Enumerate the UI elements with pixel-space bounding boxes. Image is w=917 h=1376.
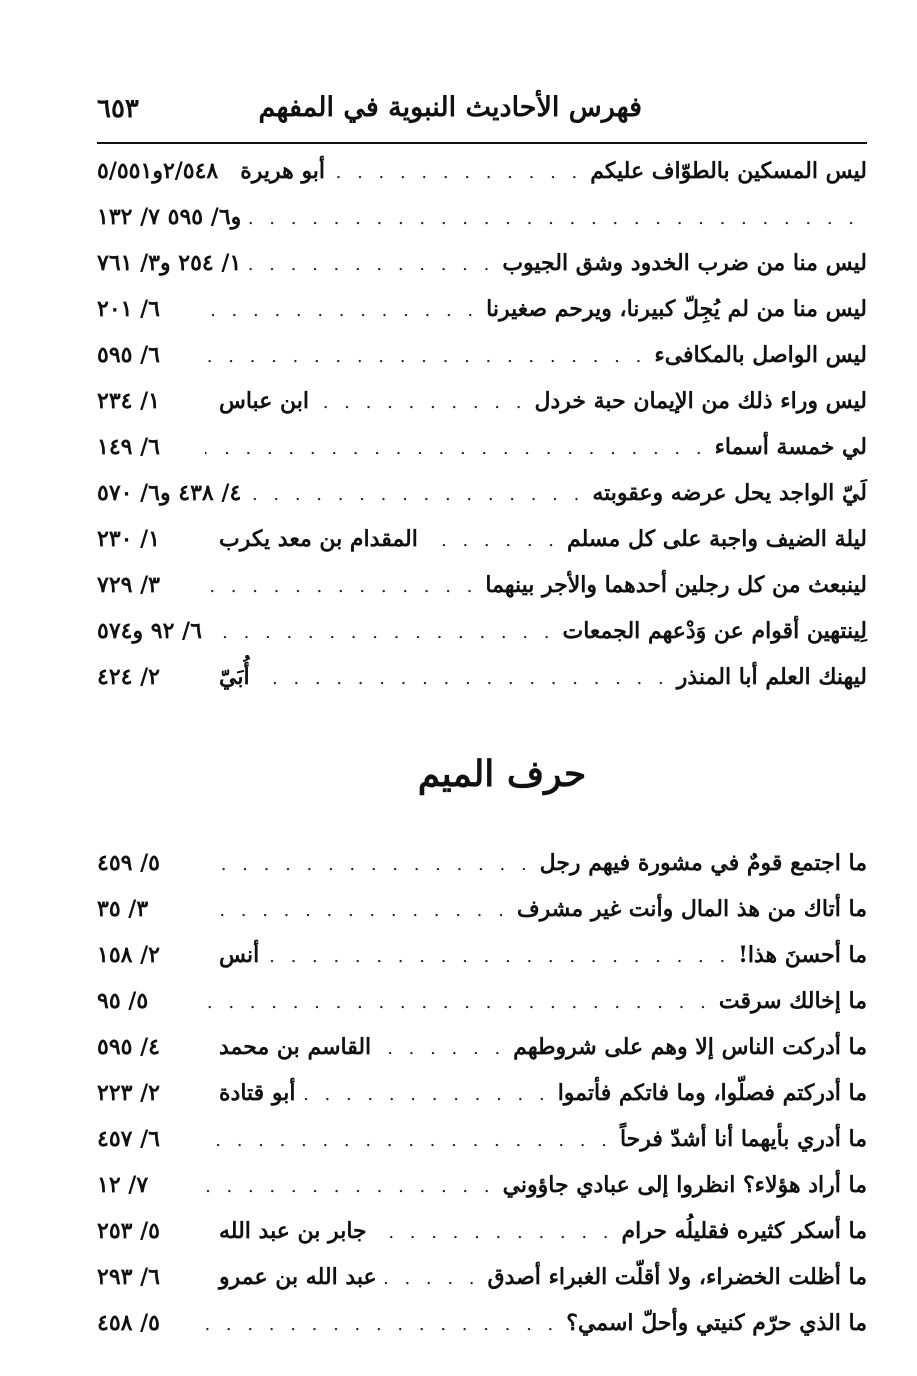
hadith-text: ليس الواصل بالمكافىء	[654, 342, 867, 368]
leader-dots	[303, 1072, 549, 1118]
volume-page-ref: و٦/ ٥٩٥ ٧/ ١٣٢	[97, 204, 242, 230]
hadith-text: ما اجتمع قومٌ في مشورة فيهم رجل	[539, 850, 867, 876]
volume-page-ref: ٦/ ١٤٩	[97, 434, 160, 460]
volume-page-ref: ٥/ ٩٥	[97, 988, 149, 1014]
leader-dots	[426, 518, 559, 564]
hadith-text: ليس وراء ذلك من الإيمان حبة خردل	[534, 388, 867, 414]
volume-page-ref: ١/ ٢٣٤	[97, 388, 160, 414]
hadith-text: ليهنك العلم أبا المنذر	[676, 664, 867, 690]
leader-dots	[205, 1164, 495, 1210]
narrator: أنس	[219, 942, 260, 968]
page-number: ٦٥٣	[97, 94, 139, 124]
leader-dots	[249, 472, 584, 518]
narrator: أُبَيّ	[219, 664, 250, 690]
volume-page-ref: ٦/ ٢٠١	[97, 296, 160, 322]
leader-dots	[249, 196, 859, 242]
hadith-text: ليس المسكين بالطوّاف عليكم	[590, 158, 867, 184]
hadith-text: لي خمسة أسماء	[714, 434, 867, 460]
hadith-text: لينبعث من كل رجلين أحدهما والأجر بينهما	[485, 572, 867, 598]
hadith-text: ما أتاك من هذ المال وأنت غير مشرف	[516, 896, 867, 922]
leader-dots	[317, 380, 526, 426]
hadith-text: ما أحسنَ هذا!	[738, 942, 867, 968]
leader-dots	[205, 564, 477, 610]
volume-page-ref: ٤/ ٥٩٥	[97, 1034, 160, 1060]
hadith-text: ليلة الضيف واجبة على كل مسلم	[566, 526, 867, 552]
leader-dots	[205, 1302, 558, 1348]
leader-dots	[205, 842, 532, 888]
section-heading: حرف الميم	[417, 753, 587, 795]
volume-page-ref: ٢/ ١٥٨	[97, 942, 160, 968]
leader-dots	[267, 934, 730, 980]
leader-dots	[205, 426, 707, 472]
index-entry	[97, 332, 867, 378]
volume-page-ref: ٥/ ٤٥٨	[97, 1310, 160, 1336]
leader-dots	[379, 1026, 505, 1072]
volume-page-ref: ٦/ ٥٩٥	[97, 342, 160, 368]
index-entry	[97, 424, 867, 470]
hadith-text: ليس منا من ضرب الخدود وشق الجيوب	[502, 250, 867, 276]
narrator: أبو هريرة	[240, 158, 326, 184]
hadith-text: لَيّ الواجد يحل عرضه وعقوبته	[592, 480, 867, 506]
index-entry	[97, 1162, 867, 1208]
narrator: جابر بن عبد الله	[219, 1218, 367, 1244]
leader-dots	[333, 150, 582, 196]
volume-page-ref: ١/ ٢٣٠	[97, 526, 160, 552]
header-rule	[97, 142, 867, 144]
narrator: أبو قتادة	[219, 1080, 296, 1106]
hadith-text: ما أسكر كثيره فقليلُه حرام	[621, 1218, 867, 1244]
hadith-text: ما إخالك سرقت	[718, 988, 867, 1014]
index-entry	[97, 1024, 867, 1070]
index-entry	[97, 194, 867, 240]
volume-page-ref: ٣/ ٣٥	[97, 896, 149, 922]
index-page	[97, 92, 867, 1346]
index-entry	[97, 516, 867, 562]
entries-bottom	[97, 840, 867, 1346]
entries-top	[97, 148, 867, 700]
narrator: ابن عباس	[219, 388, 309, 414]
index-entry	[97, 240, 867, 286]
index-entry	[97, 470, 867, 516]
hadith-text: ما أراد هؤلاء؟ انظروا إلى عبادي جاؤوني	[502, 1172, 867, 1198]
index-entry	[97, 1070, 867, 1116]
leader-dots	[210, 610, 555, 656]
volume-page-ref: ٢/ ٢٢٣	[97, 1080, 160, 1106]
hadith-text: ما أدركت الناس إلا وهم على شروطهم	[513, 1034, 867, 1060]
index-entry	[97, 1116, 867, 1162]
index-entry	[97, 562, 867, 608]
volume-page-ref: ٦/ ٩٢ و٥٧٤	[97, 618, 202, 644]
volume-page-ref: ٥/ ٤٥٩	[97, 850, 160, 876]
index-entry	[97, 378, 867, 424]
hadith-text: ما الذي حرّم كنيتي وأحلّ اسمي؟	[566, 1310, 867, 1336]
page-header	[97, 92, 867, 136]
volume-page-ref: ٧/ ١٢	[97, 1172, 149, 1198]
volume-page-ref: ٦/ ٤٥٧	[97, 1126, 160, 1152]
volume-page-ref: ٤/ ٤٣٨ و٦/ ٥٧٠	[97, 480, 242, 506]
leader-dots	[258, 656, 669, 702]
hadith-text: لِينتهين أقوام عن وَدْعهم الجمعات	[562, 618, 867, 644]
index-entry	[97, 654, 867, 700]
hadith-text: ما أدري بأيهما أنا أشدّ فرحاً	[619, 1126, 867, 1152]
leader-dots	[205, 288, 478, 334]
index-entry	[97, 608, 867, 654]
leader-dots	[205, 888, 509, 934]
leader-dots	[205, 980, 711, 1026]
leader-dots	[205, 1118, 612, 1164]
index-entry	[97, 1300, 867, 1346]
leader-dots	[205, 334, 646, 380]
volume-page-ref: ٢/٥٤٨و٥/٥٥١	[97, 158, 219, 184]
leader-dots	[249, 242, 494, 288]
index-entry	[97, 978, 867, 1024]
volume-page-ref: ٥/ ٢٥٣	[97, 1218, 160, 1244]
volume-page-ref: ٣/ ٧٢٩	[97, 572, 160, 598]
index-entry	[97, 840, 867, 886]
volume-page-ref: ٢/ ٤٢٤	[97, 664, 160, 690]
hadith-text: ما أدركتم فصلّوا، وما فاتكم فأتموا	[557, 1080, 867, 1106]
narrator: القاسم بن محمد	[219, 1034, 372, 1060]
hadith-text: ليس منا من لم يُجِلّ كبيرنا، ويرحم صغيرنا	[486, 296, 867, 322]
leader-dots	[375, 1210, 614, 1256]
running-title: فهرس الأحاديث النبوية في المفهم	[258, 92, 642, 123]
index-entry	[97, 148, 867, 194]
index-entry	[97, 932, 867, 978]
leader-dots	[385, 1256, 480, 1302]
narrator: المقدام بن معد يكرب	[219, 526, 418, 552]
narrator: عبد الله بن عمرو	[219, 1264, 377, 1290]
index-entry	[97, 886, 867, 932]
volume-page-ref: ٦/ ٢٩٣	[97, 1264, 160, 1290]
index-entry	[97, 1208, 867, 1254]
index-entry	[97, 1254, 867, 1300]
index-entry	[97, 286, 867, 332]
volume-page-ref: ١/ ٢٥٤ و٣/ ٧٦١	[97, 250, 242, 276]
hadith-text: ما أظلت الخضراء، ولا أقلّت الغبراء أصدق	[487, 1264, 867, 1290]
